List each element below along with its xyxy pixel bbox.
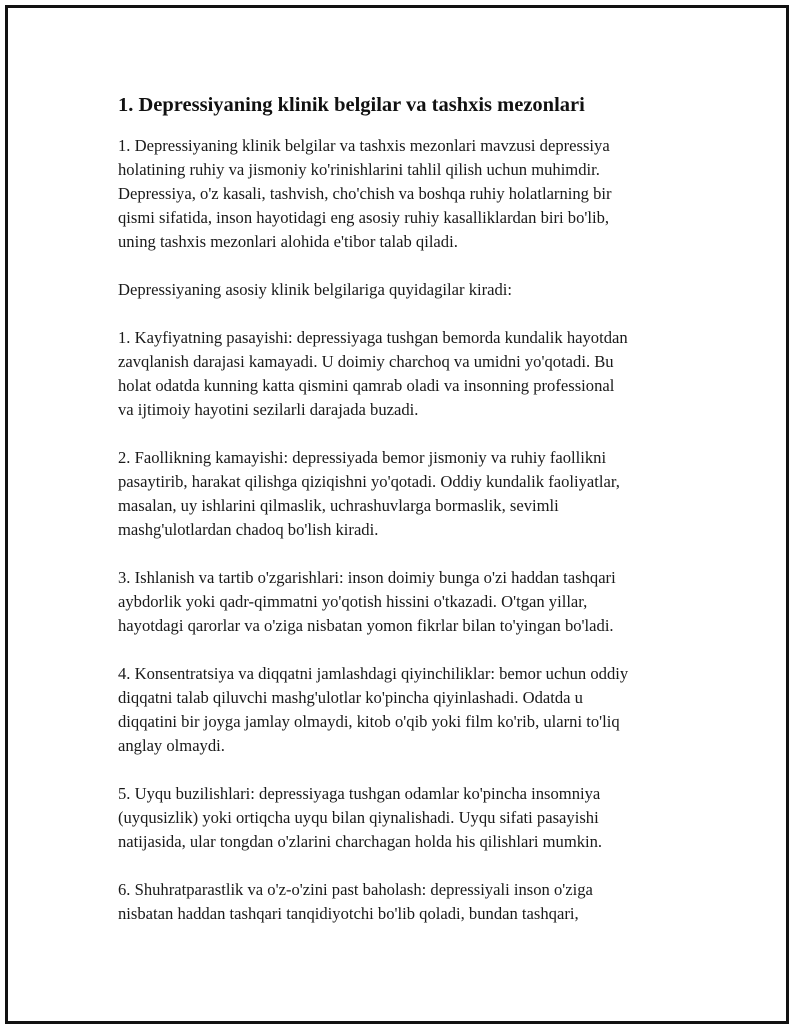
- paragraph-line: anglay olmaydi.: [118, 736, 225, 755]
- paragraph-line: zavqlanish darajasi kamayadi. U doimiy charchoq va umidni yo'qotadi. Bu: [118, 352, 614, 371]
- paragraph-line: 1. Depressiyaning klinik belgilar va tashxis mezonlari mavzusi depressiya: [118, 136, 610, 155]
- paragraph-line: qismi sifatida, inson hayotidagi eng asosiy ruhiy kasalliklardan biri bo'lib,: [118, 208, 610, 227]
- paragraph-line: mashg'ulotlardan chadoq bo'lish kiradi.: [118, 520, 379, 539]
- paragraph-line: Depressiya, o'z kasali, tashvish, cho'chish va boshqa ruhiy holatlarning bir: [118, 184, 612, 203]
- paragraph-line: (uyqusizlik) yoki ortiqcha uyqu bilan qiynalishadi. Uyqu sifati pasayishi: [118, 808, 599, 827]
- paragraph-line: pasaytirib, harakat qilishga qiziqishni yo'qotadi. Oddiy kundalik faoliyatlar,: [118, 472, 620, 491]
- paragraph: [118, 446, 698, 542]
- paragraph: [118, 782, 698, 854]
- paragraph-line: masalan, uy ishlarini qilmaslik, uchrashuvlarga bormaslik, sevimli: [118, 496, 559, 515]
- paragraph: [118, 278, 698, 302]
- paragraph-line: va ijtimoiy hayotini sezilarli darajada buzadi.: [118, 400, 419, 419]
- paragraph: [118, 662, 698, 758]
- paragraph: [118, 326, 698, 422]
- paragraph-line: 3. Ishlanish va tartib o'zgarishlari: inson doimiy bunga o'zi haddan tashqari: [118, 568, 616, 587]
- paragraph-line: diqqatini bir joyga jamlay olmaydi, kitob o'qib yoki film ko'rib, ularni to'liq: [118, 712, 620, 731]
- paragraph-line: diqqatni talab qiluvchi mashg'ulotlar ko'pincha qiyinlashadi. Odatda u: [118, 688, 583, 707]
- paragraph-line: Depressiyaning asosiy klinik belgilariga quyidagilar kiradi:: [118, 280, 513, 299]
- paragraph-line: holatining ruhiy va jismoniy ko'rinishlarini tahlil qilish uchun muhimdir.: [118, 160, 600, 179]
- paragraph-line: uning tashxis mezonlari alohida e'tibor talab qiladi.: [118, 232, 458, 251]
- paragraph-line: holat odatda kunning katta qismini qamrab oladi va insonning professional: [118, 376, 615, 395]
- paragraph-list: [118, 134, 698, 926]
- paragraph: [118, 134, 698, 254]
- document-body: [118, 92, 698, 950]
- paragraph-line: 5. Uyqu buzilishlari: depressiyaga tushgan odamlar ko'pincha insomniya: [118, 784, 601, 803]
- document-title: 1. Depressiyaning klinik belgilar va tashxis mezonlari: [118, 94, 585, 116]
- paragraph: [118, 566, 698, 638]
- paragraph-line: 2. Faollikning kamayishi: depressiyada bemor jismoniy va ruhiy faollikni: [118, 448, 607, 467]
- paragraph-line: 4. Konsentratsiya va diqqatni jamlashdagi qiyinchiliklar: bemor uchun oddiy: [118, 664, 629, 683]
- paragraph-line: natijasida, ular tongdan o'zlarini charchagan holda his qilishlari mumkin.: [118, 832, 603, 851]
- paragraph-line: nisbatan haddan tashqari tanqidiyotchi bo'lib qoladi, bundan tashqari,: [118, 904, 579, 923]
- paragraph-line: 1. Kayfiyatning pasayishi: depressiyaga tushgan bemorda kundalik hayotdan: [118, 328, 628, 347]
- paragraph-line: aybdorlik yoki qadr-qimmatni yo'qotish hissini o'tkazadi. O'tgan yillar,: [118, 592, 588, 611]
- paragraph-line: hayotdagi qarorlar va o'ziga nisbatan yomon fikrlar bilan to'yingan bo'ladi.: [118, 616, 614, 635]
- paragraph: [118, 878, 698, 926]
- paragraph-line: 6. Shuhratparastlik va o'z-o'zini past baholash: depressiyali inson o'ziga: [118, 880, 593, 899]
